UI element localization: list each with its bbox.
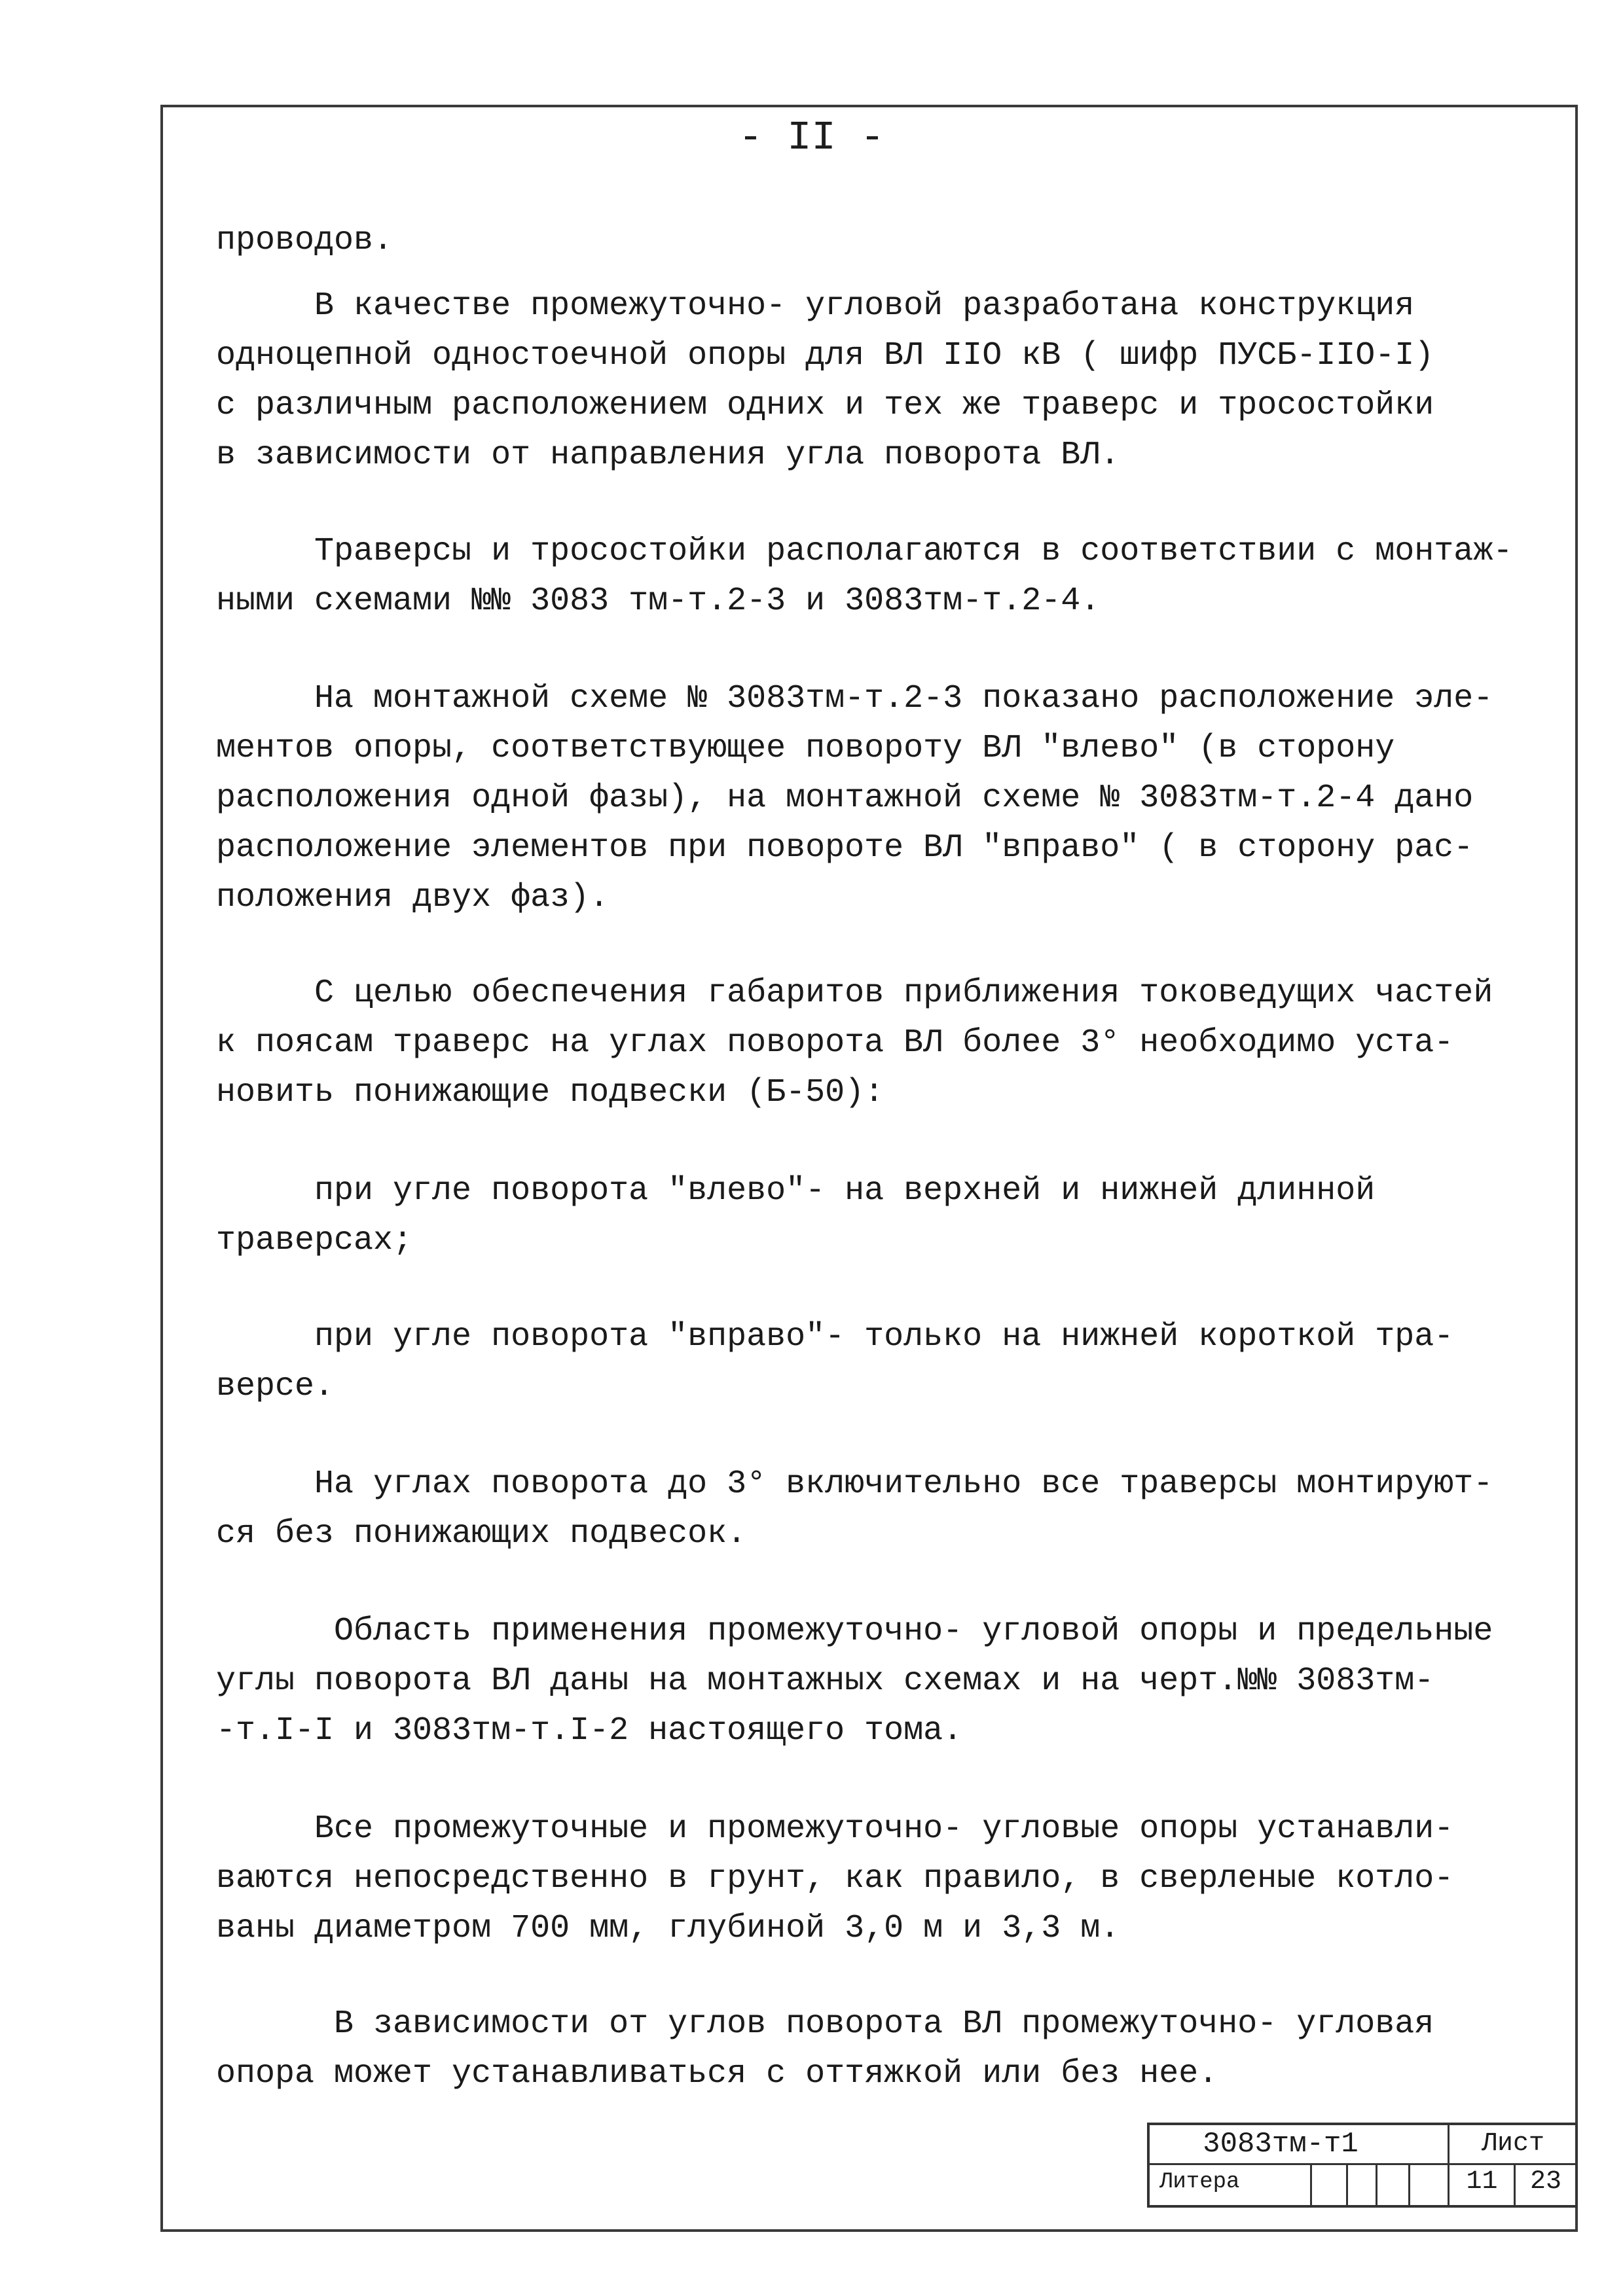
paragraph-assembly-schemes: На монтажной схеме № 3083тм-т.2-3 показано расположение эле- ментов опоры, соответствующее повороту ВЛ "влево" (в сторону расположения одной фазы), на монтажной схеме № 3083тм-т.2-4 дано расположение элементов при повороте ВЛ "вправо" ( в сторону рас- положения двух фаз). — [216, 680, 1493, 916]
stamp-litera-label: Литера — [1159, 2170, 1240, 2195]
stamp-doc-code: 3083тм-т1 — [1203, 2128, 1359, 2161]
stamp-sheet-number: 11 — [1466, 2167, 1498, 2197]
paragraph-installation: Все промежуточные и промежуточно- угловые опоры устанавли- ваются непосредственно в грунт, как правило, в сверленые котло- ваны диаметром 700 мм, глубиной 3,0 м и 3,3 м. — [216, 1810, 1454, 1947]
paragraph-clearance: С целью обеспечения габаритов приближения токоведущих частей к поясам траверс на углах поворота ВЛ более 3° необходимо уста- новить понижающие подвески (Б-50): — [216, 975, 1493, 1111]
paragraph-intermediate-angle-design: В качестве промежуточно- угловой разработана конструкция одноцепной одностоечной опоры для ВЛ IIO кВ ( шифр ПУСБ-IIO-I) с различным расположением одних и тех же траверс и тросостойки в зависимости от направления угла поворота ВЛ. — [216, 287, 1434, 474]
paragraph-guy-wire: В зависимости от углов поворота ВЛ промежуточно- угловая опора может устанавливаться с оттяжкой или без нее. — [216, 2005, 1434, 2092]
stamp-litera-cell-divider — [1376, 2163, 1377, 2205]
stamp-sheet-total: 23 — [1529, 2167, 1561, 2197]
paragraph-continuation: проводов. — [216, 222, 393, 259]
page-number: - II - — [738, 115, 885, 161]
stamp-divider — [1514, 2163, 1516, 2205]
paragraph-left-turn: при угле поворота "влево"- на верхней и нижней длинной траверсах; — [216, 1172, 1376, 1259]
stamp-divider — [1448, 2125, 1450, 2163]
title-block-stamp — [1147, 2123, 1578, 2208]
stamp-litera-cell-divider — [1408, 2163, 1410, 2205]
stamp-litera-cell-divider — [1346, 2163, 1348, 2205]
paragraph-small-angles: На углах поворота до 3° включительно все траверсы монтируют- ся без понижающих подвесок. — [216, 1465, 1493, 1552]
stamp-top-row — [1150, 2125, 1575, 2165]
paragraph-right-turn: при угле поворота "вправо"- только на нижней короткой тра- версе. — [216, 1318, 1454, 1405]
paragraph-traverse-placement: Траверсы и тросостойки располагаются в соответствии с монтаж- ными схемами №№ 3083 тм-т.2-3 и 3083тм-т.2-4. — [216, 533, 1513, 620]
stamp-bottom-row — [1150, 2163, 1575, 2205]
stamp-sheet-label: Лист — [1481, 2129, 1544, 2159]
paragraph-application-area: Область применения промежуточно- угловой опоры и предельные углы поворота ВЛ даны на монтажных схемах и на черт.№№ 3083тм- -т.I-I и 3083тм-т.I-2 настоящего тома. — [216, 1613, 1493, 1749]
stamp-litera-cell-divider — [1310, 2163, 1312, 2205]
stamp-divider — [1448, 2163, 1450, 2205]
